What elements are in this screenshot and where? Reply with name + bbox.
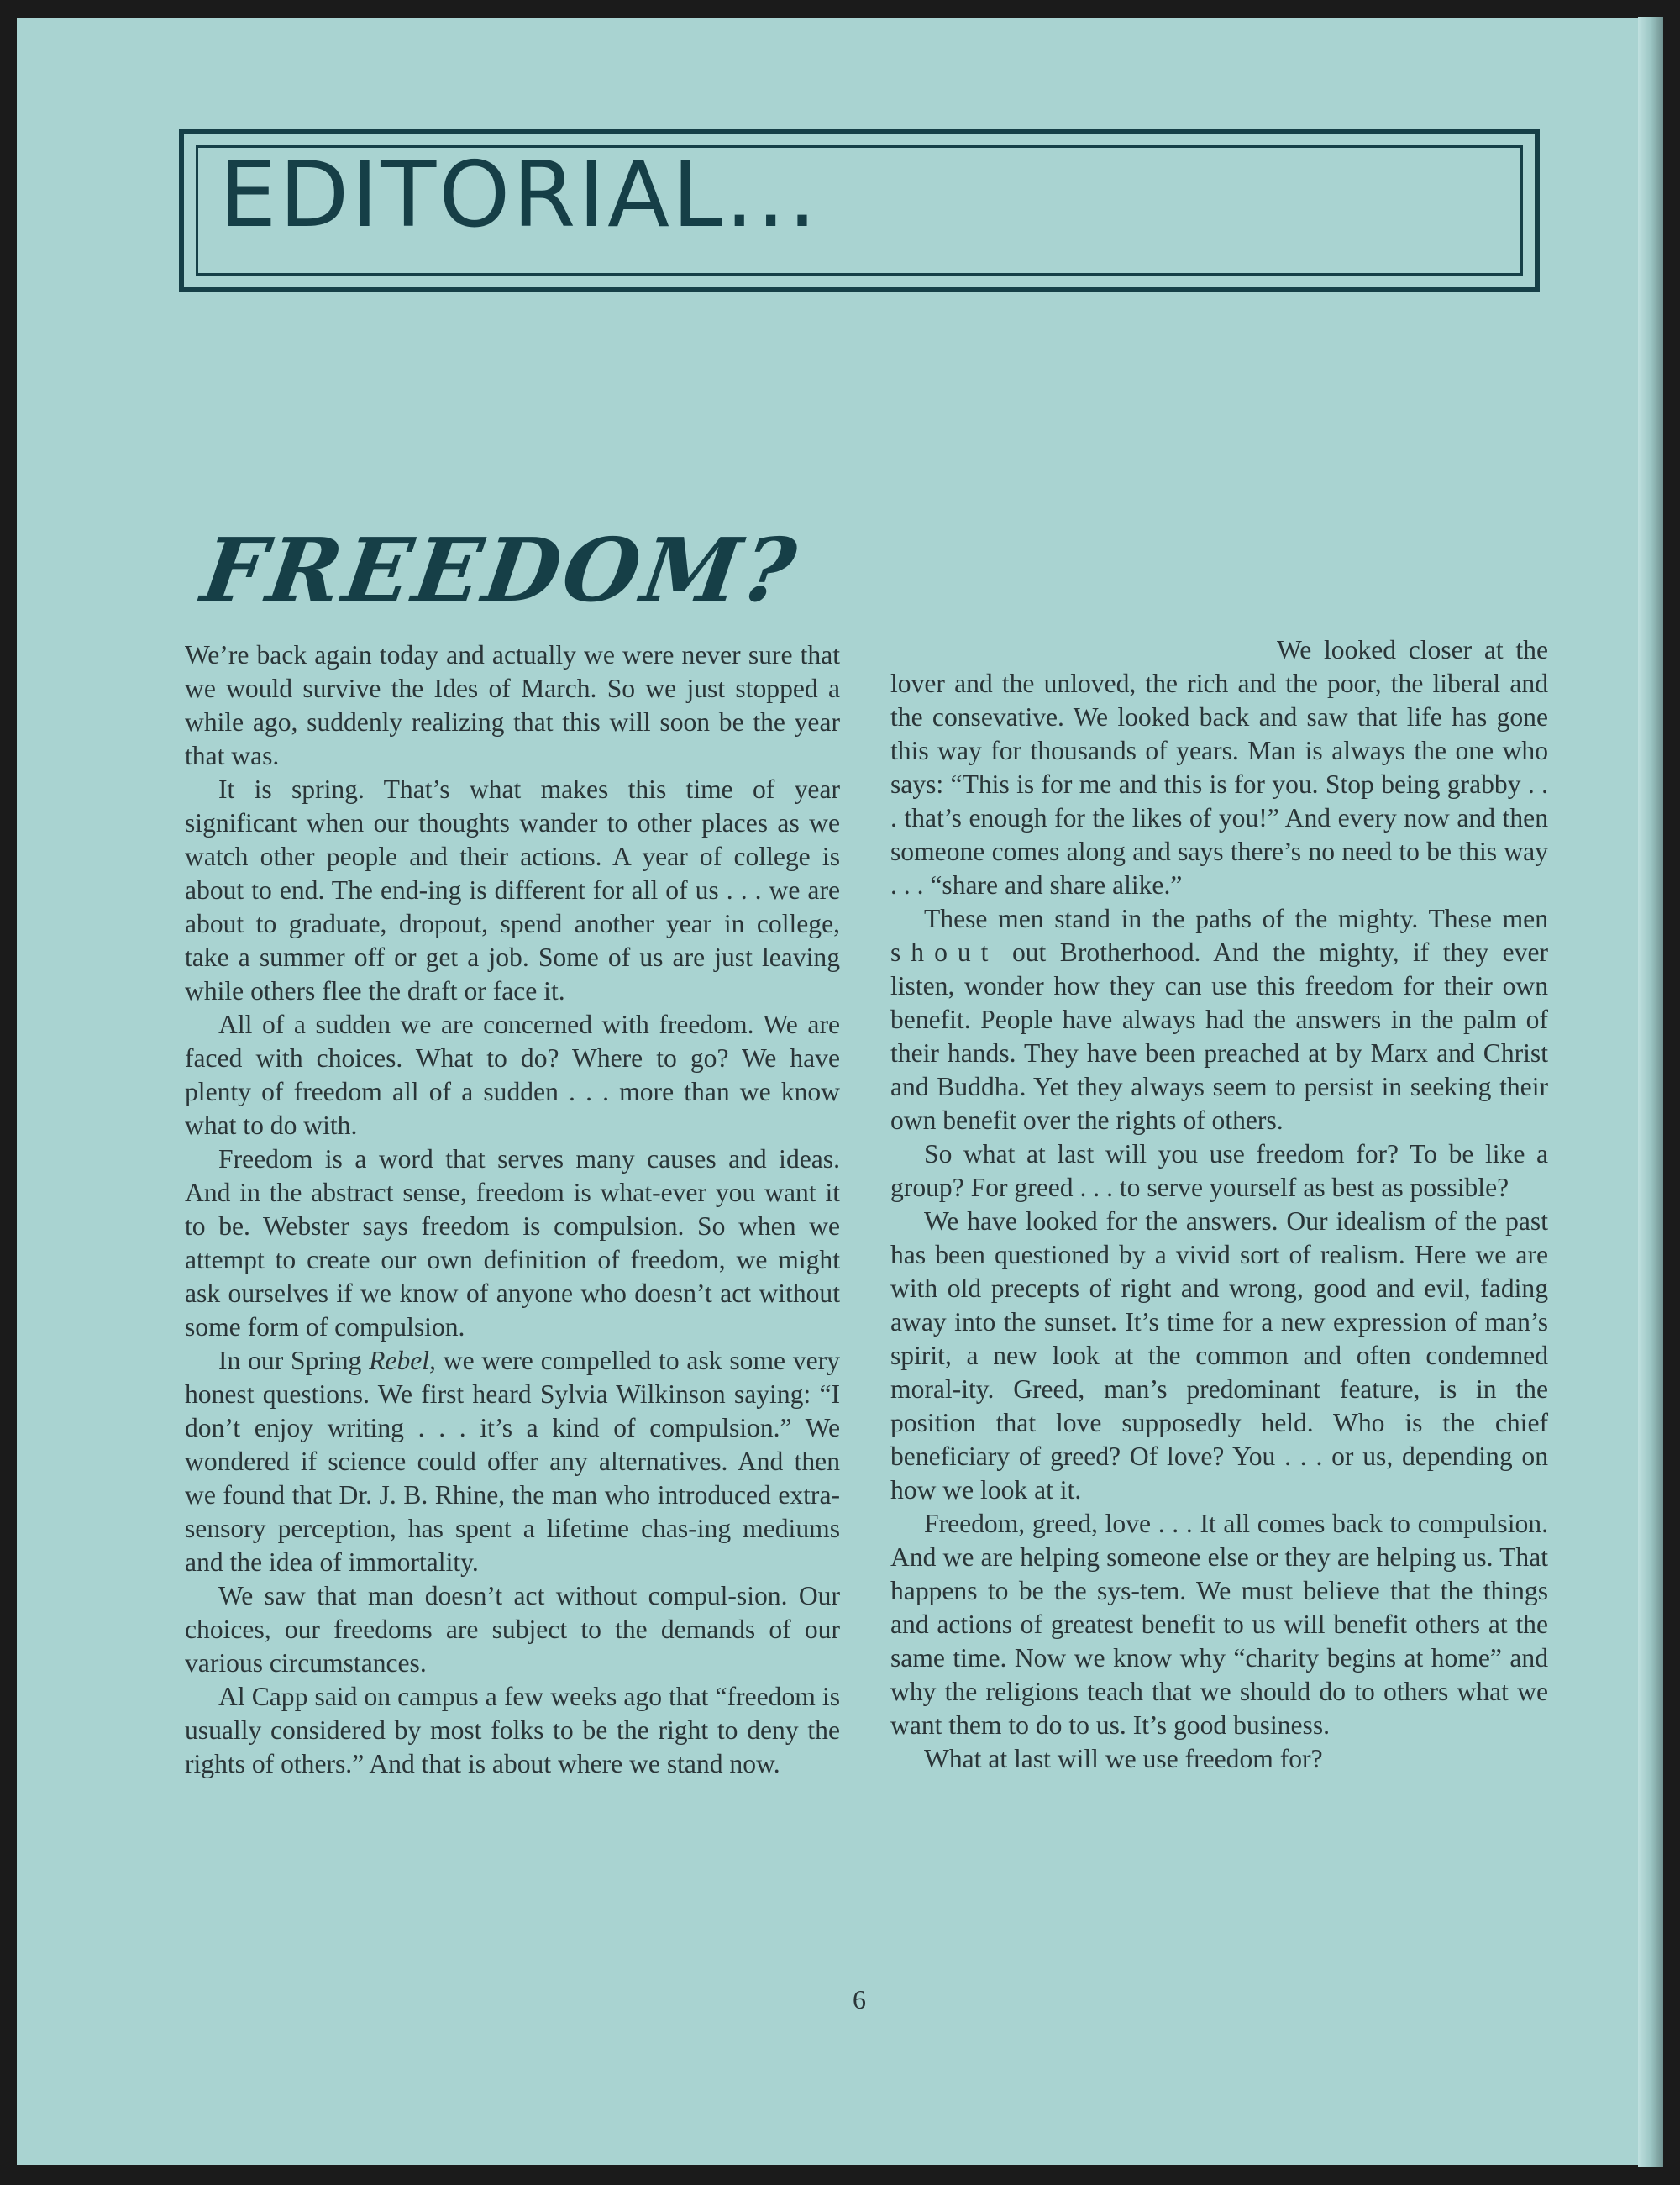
paragraph: We have looked for the answers. Our idealism of the past has been questioned by a vivid sort of realism. Here we are with old precepts of right and wrong, good and evil, fading away into the sunset. It’s time for a new expression of man’s spirit, a new look at the common and often condemned moral-ity. Greed, man’s predominant feature, is in the position that love supposedly held. Who is the chief beneficiary of greed? Of love? You . . . or us, depending on how we look at it. [890,1206,1548,1505]
magazine-name: Rebel, [369,1346,436,1375]
magazine-page [17,18,1659,2165]
paragraph: So what at last will you use freedom for? To be like a group? For greed . . . to serve yourself as best as possible? [890,1139,1548,1202]
paragraph: Freedom, greed, love . . . It all comes back to compulsion. And we are helping someone else or they are helping us. That happens to be the sys-tem. We must believe that the things and actions of greatest benefit to us will benefit others at the same time. Now we know why “charity begins at home” and why the religions teach that we should do to others what we want them to do to us. It’s good business. [890,1509,1548,1740]
paragraph: Al Capp said on campus a few weeks ago that “freedom is usually considered by most folks to be the right to deny the rights of others.” And that is about where we stand now. [185,1682,840,1778]
paragraph-text: In our Spring [218,1346,370,1375]
paragraph: We saw that man doesn’t act without compul-sion. Our choices, our freedoms are subject to the demands of our various circumstances. [185,1581,840,1678]
spaced-word: shout [890,938,999,967]
paragraph: We looked closer at the lover and the unloved, the rich and the poor, the liberal and the consevative. We looked back and saw that life has gone this way for thousands of years. Man is always the one who says: “This is for me and this is for you. Stop being grabby . . . that’s enough for the likes of you!” And every now and then someone comes along and says there’s no need to be this way . . . “share and share alike.” [890,635,1548,900]
article-title: FREEDOM? [196,518,806,622]
paragraph-text: These men stand in the paths of the mighty. These men [924,904,1548,933]
paragraph: Freedom is a word that serves many causes and ideas. And in the abstract sense, freedom is what-ever you want it to be. Webster says freedom is compulsion. So when we attempt to create our own definition of freedom, we might ask ourselves if we know of anyone who doesn’t act without some form of compulsion. [185,1144,840,1342]
paragraph: What at last will we use freedom for? [924,1744,1323,1773]
paragraph-text: we were compelled to ask some very honest questions. We first heard Sylvia Wilkinson saying: “I don’t enjoy writing . . . it’s a kind of compulsion.” We wondered if science could offer any alternatives. And then we found that Dr. J. B. Rhine, the man who introduced extra-sensory perception, has spent a lifetime chas-ing mediums and the idea of immortality. [185,1346,840,1577]
paragraph: All of a sudden we are concerned with freedom. We are faced with choices. What to do? Where to go? We have plenty of freedom all of a sudden . . . more than we know what to do with. [185,1010,840,1140]
left-column [185,638,840,1781]
header-title: EDITORIAL... [219,143,820,248]
editorial-header-box [179,129,1540,292]
paragraph-text: out Brotherhood. And the mighty, if they ever listen, wonder how they can use this freedom for their own benefit. People have always had the answers in the palm of their hands. They have been preached at by Marx and Christ and Buddha. Yet they always seem to persist in seeking their own benefit over the rights of others. [890,938,1548,1135]
paragraph [185,1344,840,1579]
paragraph: It is spring. That’s what makes this time of year significant when our thoughts wander to other places as we watch other people and their actions. A year of college is about to end. The end-ing is different for all of us . . . we are about to graduate, dropout, spend another year in college, take a summer off or get a job. Some of us are just leaving while others flee the draft or face it. [185,775,840,1006]
paragraph [890,902,1548,1137]
paragraph: We’re back again today and actually we were never sure that we would survive the Ides of March. So we just stopped a while ago, suddenly realizing that this will soon be the year that was. [185,640,840,770]
right-column [890,633,1548,1776]
binding-edge [1638,17,1663,2167]
page-number: 6 [853,1984,866,2014]
